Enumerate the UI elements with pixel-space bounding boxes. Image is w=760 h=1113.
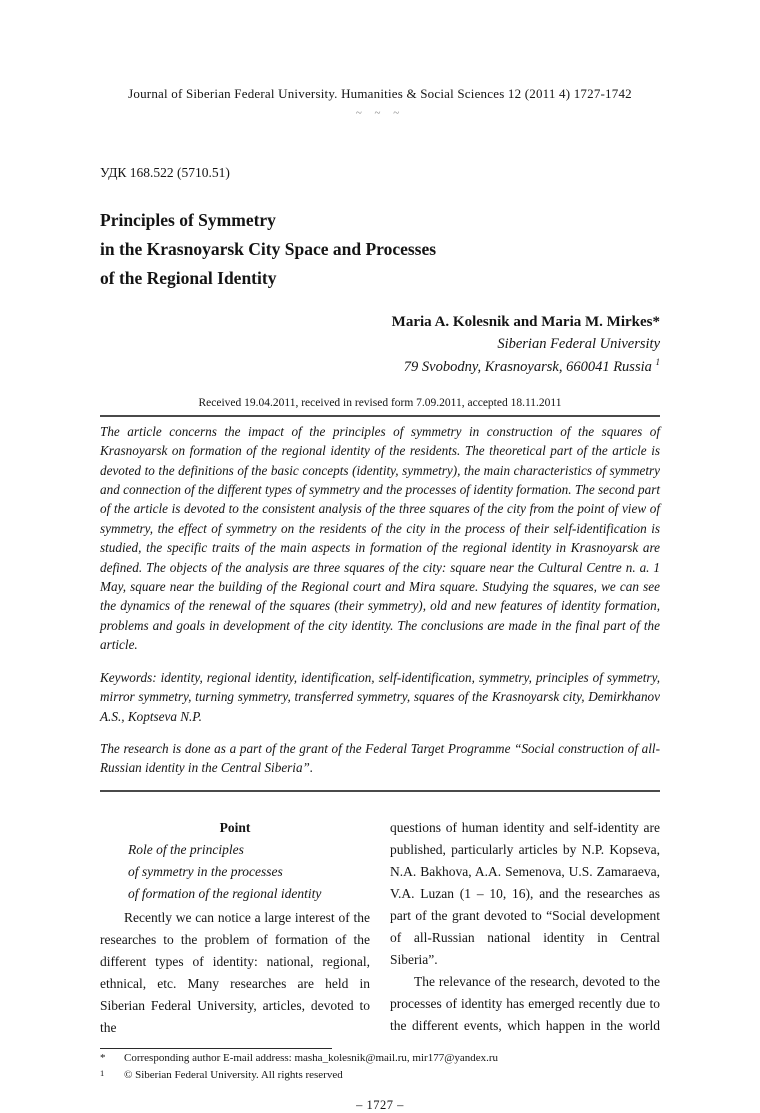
udk-number: УДК 168.522 (5710.51) [100,165,230,180]
article-title-line-3: of the Regional Identity [100,268,277,288]
section-subheading-line-2: of symmetry in the processes [128,863,283,879]
footnote-copyright [100,1068,660,1083]
page-number: – 1727 – [356,1097,404,1112]
right-column-paragraph-1: questions of human identity and self-identity are published, particularly articles by N.P. Kopseva, N.A. Bakhova, A.A. Semenova, U.S. Zamaraeva, V.A. Luzan (1 – 10, 16), and the researches as part of the grant devoted to “Social development of all-Russian national identity in Central Siberia”. [390,819,660,967]
body-columns [100,817,660,1039]
keywords-text: Keywords: identity, regional identity, identification, self-identification, symmetry, principles of symmetry, mirror symmetry, turning symmetry, transferred symmetry, squares of the Krasnoyarsk city, Demirkhanov A.S., Koptseva N.P. [100,669,660,724]
address-footnote-marker: 1 [655,357,660,367]
received-dates-line: Received 19.04.2011, received in revised form 7.09.2011, accepted 18.11.2011 [198,396,562,409]
right-column [390,817,660,1039]
section-subheading [100,839,370,905]
footnote-one-marker: 1 [100,1067,105,1078]
section-subheading-line-1: Role of the principles [128,841,244,857]
left-column-paragraph: Recently we can notice a large interest of the researches to the problem of formation of the different types of identity: national, regional, ethnical, etc. Many researches are held in Siberian Federal University, articles, devoted to the [100,909,370,1035]
affiliation: Siberian Federal University [497,336,660,352]
footnote-star-marker: * [100,1051,106,1064]
address-text: 79 Svobodny, Krasnoyarsk, 660041 Russia [403,358,652,375]
article-title [100,206,660,293]
article-title-line-1: Principles of Symmetry [100,210,276,230]
tilde-separator: ~ ~ ~ [355,107,405,119]
right-column-paragraph-2: The relevance of the research, devoted to the processes of identity has emerged recently due to the different events, which happen in the world [390,973,660,1033]
abstract-text: The article concerns the impact of the principles of symmetry in construction of the squares of Krasnoyarsk on formation of the regional identity of the residents. The theoretical part of the article is devoted to the definitions of the basic concepts (identity, symmetry), the main characteristics of symmetry and connection of the different types of symmetry and the processes of identity formation. The second part of the article is devoted to the consistent analysis of the three squares of the city from the point of view of symmetry, the effect of symmetry on the residents of the city in the process of their self-identification is studied, the specific traits of the main aspects in formation of the regional identity in Krasnoyarsk are defined. The objects of the analysis are three squares of the city: square near the Cultural Centre n. a. 1 May, square near the building of the Regional court and Mira square. Studying the squares, we can see the dynamics of the renewal of the squares (their symmetry), old and new features of identity formation, problems and goals in development of the city identity. The conclusions are made in the final part of the article. [100,423,660,653]
abstract-bottom-divider [100,790,660,792]
grant-note: The research is done as a part of the grant of the Federal Target Programme “Social construction of all-Russian identity in the Central Siberia”. [100,740,660,776]
footnote-star-text: Corresponding author E-mail address: masha_kolesnik@mail.ru, mir177@yandex.ru [124,1051,499,1064]
article-title-line-2: in the Krasnoyarsk City Space and Processes [100,239,437,259]
authors-block [100,314,660,376]
authors-line: Maria A. Kolesnik and Maria M. Mirkes* [391,314,660,330]
footnote-corresponding-author [100,1051,660,1066]
journal-header: Journal of Siberian Federal University. Humanities & Social Sciences 12 (2011 4) 1727-1742 [128,86,632,101]
footnote-copyright-text: © Siberian Federal University. All rights reserved [124,1068,343,1081]
address [100,357,660,376]
section-heading: Point [219,819,251,835]
section-subheading-line-3: of formation of the regional identity [128,885,322,901]
left-column [100,817,370,1039]
footnote-separator [100,1048,332,1049]
abstract-top-divider [100,415,660,417]
footnote-area [100,1048,660,1083]
